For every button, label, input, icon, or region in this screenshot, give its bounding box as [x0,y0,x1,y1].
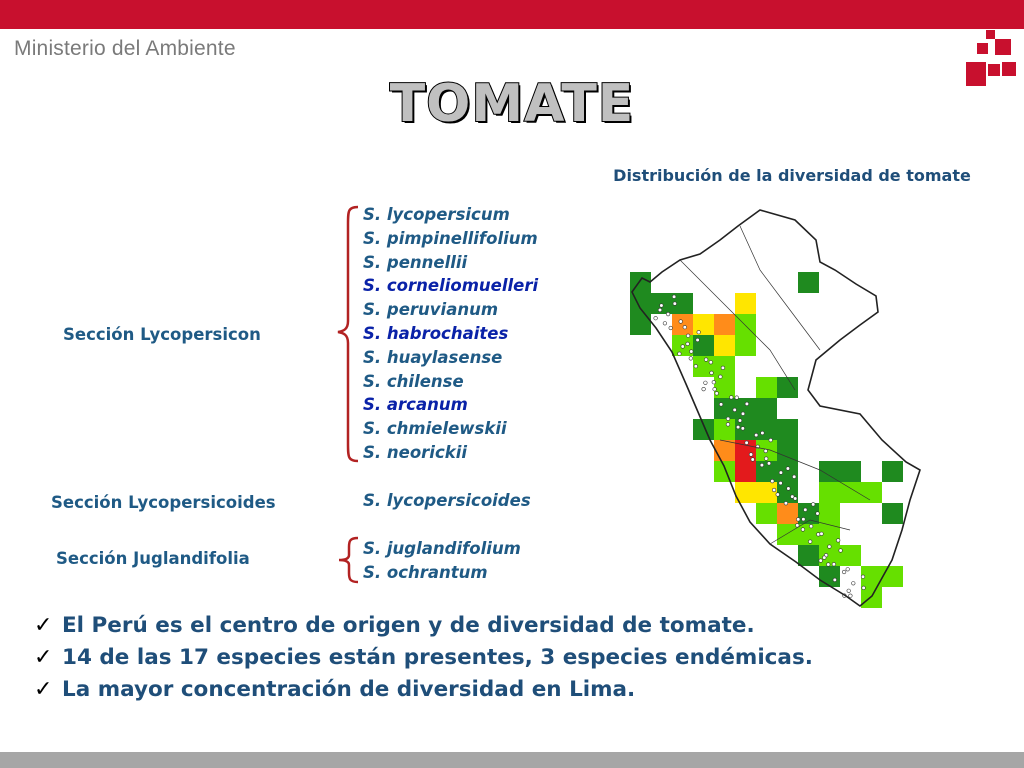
collection-point [823,556,827,560]
species-item: S. pennellii [363,252,468,272]
diversity-cell [756,482,777,503]
collection-point [694,364,698,368]
collection-point [713,387,717,391]
key-point: ✓ 14 de las 17 especies están presentes, 3 especies endémicas. [34,644,813,670]
diversity-cell [756,419,777,440]
page-title: TOMATE [389,74,635,134]
bracket-juglandifolia [336,535,362,585]
collection-point [660,304,664,308]
collection-point [751,458,755,462]
collection-point [802,518,806,522]
diversity-cell [756,398,777,419]
collection-point [779,481,783,485]
collection-point [704,381,708,385]
collection-point [764,457,768,461]
collection-point [741,412,745,416]
collection-point [689,357,693,361]
collection-point [745,402,749,406]
checkmark-icon: ✓ [34,676,53,702]
collection-point [719,375,723,379]
species-item: S. chmielewskii [363,419,507,439]
diversity-cell [840,461,861,482]
diversity-cell [861,482,882,503]
species-item: S. juglandifolium [363,539,521,558]
collection-point [804,508,808,512]
key-point: ✓ La mayor concentración de diversidad en Lima. [34,676,636,702]
diversity-cell [777,377,798,398]
diversity-cell [714,398,735,419]
collection-point [809,524,813,528]
diversity-cell [882,503,903,524]
collection-point [760,463,764,467]
key-point: ✓ El Perú es el centro de origen y de diversidad de tomate. [34,612,755,638]
collection-point [736,425,740,429]
collection-point [738,419,742,423]
bottom-bar [0,752,1024,768]
collection-point [690,350,694,354]
collection-point [819,559,823,563]
collection-point [721,366,725,370]
diversity-cell [735,335,756,356]
top-accent-bar [0,0,1024,29]
diversity-cell [777,524,798,545]
section-label-lycopersicon: Sección Lycopersicon [63,325,261,344]
collection-point [686,342,690,346]
collection-point [779,471,783,475]
collection-point [749,453,753,457]
diversity-cell [777,419,798,440]
collection-point [827,563,831,567]
collection-point [771,479,775,483]
species-item: S. lycopersicoides [363,491,531,510]
collection-point [776,493,780,497]
collection-point [686,334,690,338]
collection-point [658,308,662,312]
collection-point [715,392,719,396]
key-points-list [34,609,813,705]
collection-point [801,528,805,532]
collection-point [784,502,788,506]
diversity-grid [630,272,903,608]
collection-point [702,387,706,391]
collection-point [679,320,683,324]
collection-point [745,441,749,445]
collection-point [839,549,843,553]
bracket-lycopersicon [336,203,362,465]
collection-point [710,371,714,375]
collection-point [735,396,739,400]
collection-point [678,352,682,356]
diversity-cell [798,272,819,293]
map-title: Distribución de la diversidad de tomate [613,166,971,185]
collection-point [849,594,853,598]
collection-point [709,361,713,365]
collection-point [654,316,658,320]
diversity-cell [693,314,714,335]
diversity-cell [777,503,798,524]
collection-point [681,345,685,349]
collection-point [719,403,723,407]
diversity-cell [882,461,903,482]
diversity-cell [714,335,735,356]
diversity-cell [735,419,756,440]
collection-point [754,433,758,437]
species-item: S. pimpinellifolium [363,228,538,248]
species-item: S. corneliomuelleri [363,276,539,296]
diversity-cell [714,419,735,440]
diversity-cell [777,440,798,461]
diversity-cell [819,482,840,503]
collection-point [792,475,796,479]
collection-point [772,488,776,492]
diversity-cell [714,461,735,482]
collection-point [833,578,837,582]
collection-point [696,338,700,342]
species-list-lycopersicon [363,203,538,465]
section-label-lycopersicoides: Sección Lycopersicoides [51,493,276,512]
collection-point [828,545,832,549]
diversity-cell [819,566,840,587]
collection-point [666,312,670,316]
collection-point [846,568,850,572]
collection-point [793,497,797,501]
collection-point [786,467,790,471]
species-item: S. chilense [363,371,464,391]
ministry-name: Ministerio del Ambiente [14,37,236,60]
collection-point [820,532,824,536]
collection-point [673,302,677,306]
collection-point [683,325,687,329]
diversity-cell [798,545,819,566]
collection-point [704,358,708,362]
collection-point [862,586,866,590]
checkmark-icon: ✓ [34,612,53,638]
collection-point [832,562,836,566]
diversity-cell [693,419,714,440]
collection-point [712,380,716,384]
species-item: S. peruvianum [363,300,499,320]
collection-point [726,417,730,421]
section-label-juglandifolia: Sección Juglandifolia [56,549,250,568]
diversity-cell [693,335,714,356]
diversity-cell [630,293,651,314]
species-item: S. huaylasense [363,347,503,367]
diversity-cell [882,566,903,587]
collection-point [811,503,815,507]
species-item: S. habrochaites [363,323,509,343]
collection-point [796,518,800,522]
collection-point [663,322,667,326]
collection-point [767,462,771,466]
collection-point [808,540,812,544]
collection-point [733,408,737,412]
diversity-cell [840,545,861,566]
diversity-cell [735,398,756,419]
collection-point [847,589,851,593]
collection-point [861,575,865,579]
collection-point [816,512,820,516]
collection-point [787,487,791,491]
collection-point [761,431,765,435]
diversity-cell [735,314,756,335]
diversity-cell [714,440,735,461]
diversity-cell [714,314,735,335]
collection-point [697,330,701,334]
collection-point [836,539,840,543]
diversity-cell [672,314,693,335]
diversity-cell [819,503,840,524]
diversity-cell [714,356,735,377]
species-item: S. lycopersicum [363,205,510,224]
species-item: S. neorickii [363,442,468,462]
collection-point [730,396,734,400]
collection-point [741,427,745,431]
checkmark-icon: ✓ [34,644,53,670]
diversity-cell [861,587,882,608]
collection-point [669,326,673,330]
collection-point [726,423,730,427]
diversity-cell [756,503,777,524]
diversity-cell [756,461,777,482]
collection-point [769,438,773,442]
diversity-cell [735,293,756,314]
peru-diversity-map [620,200,950,620]
species-item: S. arcanum [363,395,468,415]
diversity-cell [735,461,756,482]
diversity-cell [756,377,777,398]
species-item: S. ochrantum [363,563,488,582]
collection-point [842,570,846,574]
collection-point [672,295,676,299]
collection-point [852,582,856,586]
